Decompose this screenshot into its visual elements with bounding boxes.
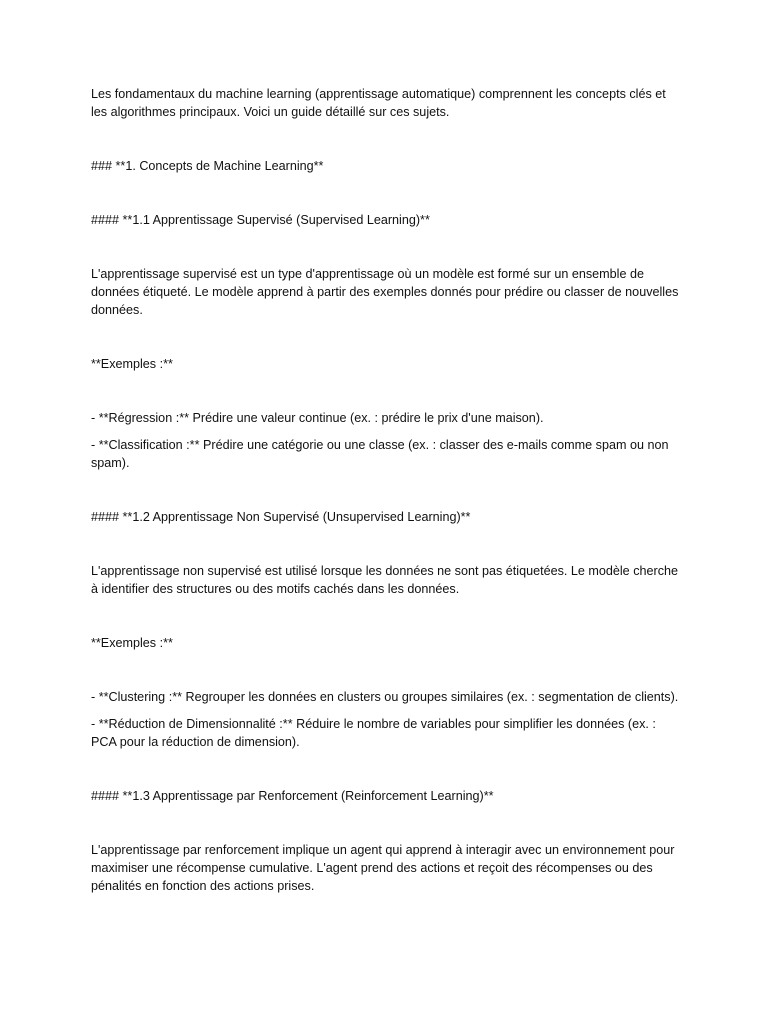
examples-label-supervised: **Exemples :**: [91, 357, 173, 371]
intro-paragraph: Les fondamentaux du machine learning (apprentissage automatique) comprennent les concepts clés et les algorithmes principaux. Voici un guide détaillé sur ces sujets.: [91, 87, 666, 119]
example-classification: - **Classification :** Prédire une catégorie ou une classe (ex. : classer des e-mails comme spam ou non spam).: [91, 438, 669, 470]
example-dimensionality-reduction: - **Réduction de Dimensionnalité :** Réduire le nombre de variables pour simplifier les données (ex. : PCA pour la réduction de dimension).: [91, 717, 656, 749]
heading-section-1-2: #### **1.2 Apprentissage Non Supervisé (Unsupervised Learning)**: [91, 510, 471, 524]
paragraph-reinforcement: L'apprentissage par renforcement implique un agent qui apprend à interagir avec un environnement pour maximiser une récompense cumulative. L'agent prend des actions et reçoit des récompenses ou des pénalités en fonction des actions prises.: [91, 843, 675, 893]
paragraph-unsupervised: L'apprentissage non supervisé est utilisé lorsque les données ne sont pas étiquetées. Le modèle cherche à identifier des structures ou des motifs cachés dans les données.: [91, 564, 678, 596]
paragraph-supervised: L'apprentissage supervisé est un type d'apprentissage où un modèle est formé sur un ensemble de données étiqueté. Le modèle apprend à partir des exemples donnés pour prédire ou classer de nouvelles données.: [91, 267, 679, 317]
example-regression: - **Régression :** Prédire une valeur continue (ex. : prédire le prix d'une maison).: [91, 411, 544, 425]
examples-label-unsupervised: **Exemples :**: [91, 636, 173, 650]
heading-section-1: ### **1. Concepts de Machine Learning**: [91, 159, 324, 173]
heading-section-1-3: #### **1.3 Apprentissage par Renforcement (Reinforcement Learning)**: [91, 789, 494, 803]
example-clustering: - **Clustering :** Regrouper les données en clusters ou groupes similaires (ex. : segmentation de clients).: [91, 690, 679, 704]
heading-section-1-1: #### **1.1 Apprentissage Supervisé (Supervised Learning)**: [91, 213, 430, 227]
document-body: [91, 85, 683, 895]
